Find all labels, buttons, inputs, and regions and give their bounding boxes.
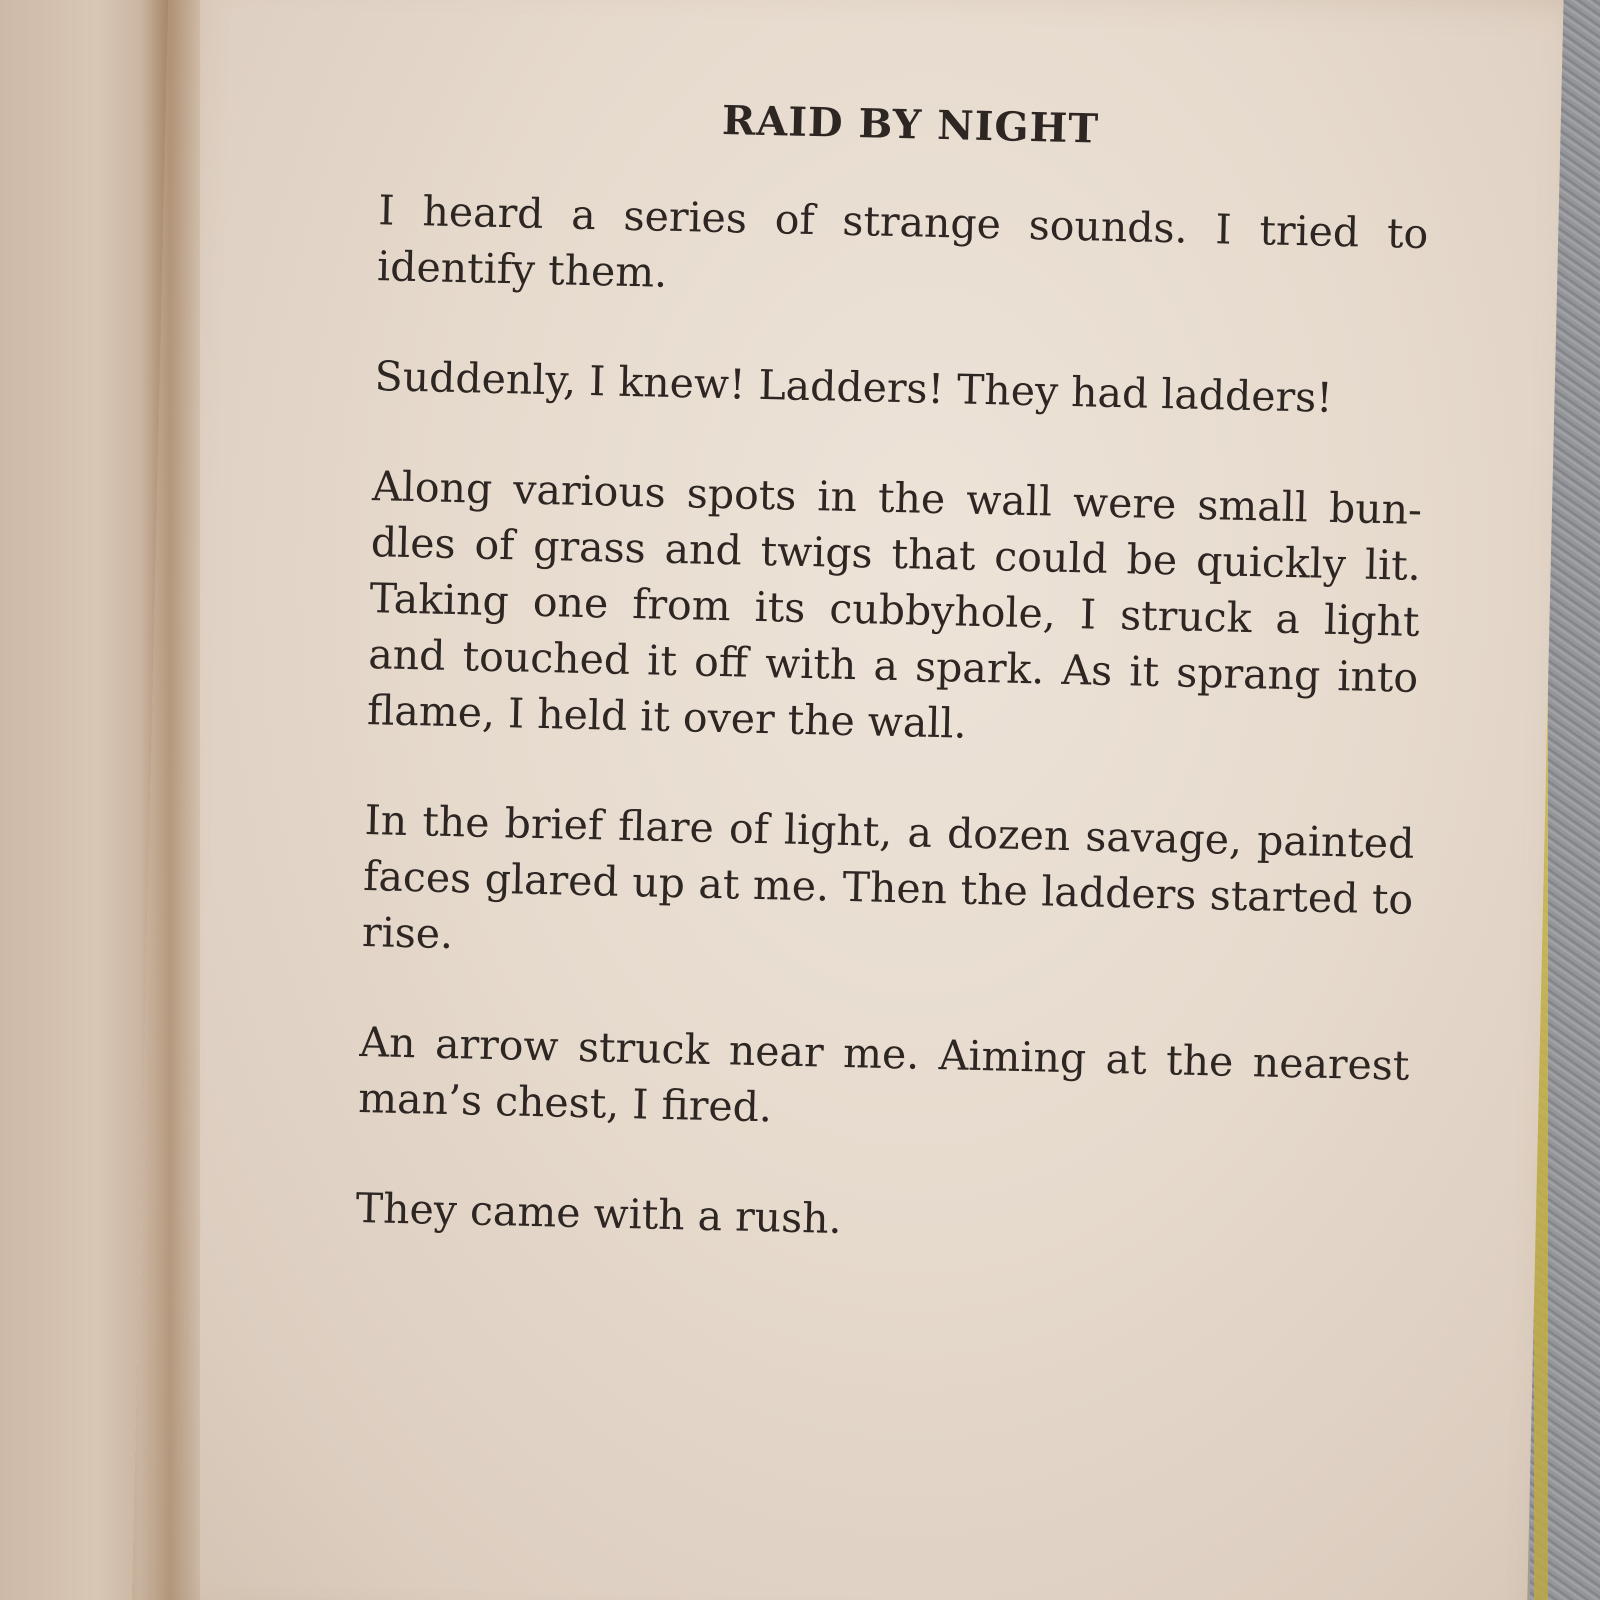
paragraph-6: They came with a rush. — [355, 1183, 843, 1243]
paragraph-5: An arrow struck near me. Aiming at the nearest man’s chest, I fired. — [357, 1017, 1410, 1132]
chapter-title: RAID BY NIGHT — [721, 96, 1100, 153]
book-page — [131, 0, 1563, 1600]
page-text — [354, 89, 1431, 1314]
paragraph-1: I heard a series of strange sounds. I tried to identify them. — [376, 186, 1429, 297]
gutter-shadow — [140, 0, 200, 1600]
paragraph-4: In the brief flare of light, a dozen savage, painted faces glared up at me. Then the ladders started to rise. — [361, 796, 1415, 959]
paragraph-2: Suddenly, I knew! Ladders! They had ladders! — [374, 352, 1334, 422]
paragraph-3: Along various spots in the wall were small bun-dles of grass and twigs that could be quickly lit. Taking one from its cubbyhole, I struck a light and touched it off with a spark. As it sprang into flame, I held it over the wall. — [366, 462, 1423, 748]
